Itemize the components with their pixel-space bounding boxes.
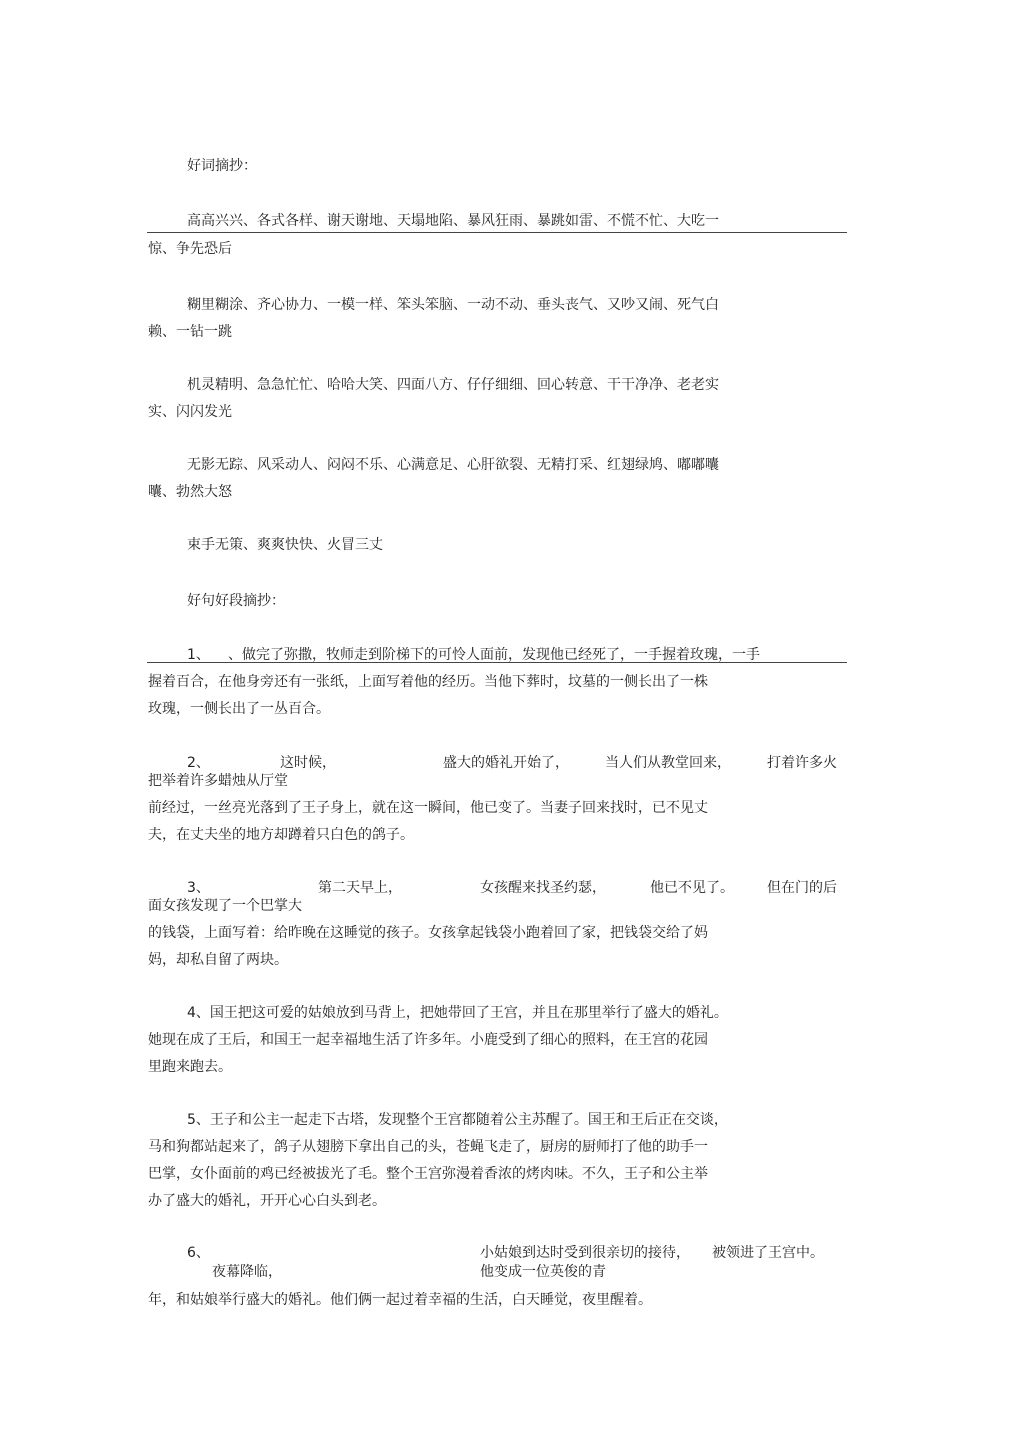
underline-rule <box>147 662 847 663</box>
paragraph-2-line-3: 夫，在丈夫坐的地方却蹲着只白色的鸽子。 <box>148 827 414 843</box>
word-group-3-line-2: 实、闪闪发光 <box>148 404 232 420</box>
paragraph-3-number: 3、 <box>187 880 210 896</box>
word-group-4-line-2: 囔、勃然大怒 <box>148 484 232 500</box>
word-group-1-line-1: 高高兴兴、各式各样、谢天谢地、天塌地陷、暴风狂雨、暴跳如雷、不慌不忙、大吃一 <box>187 213 719 229</box>
paragraph-3-fragment-e: 面女孩发现了一个巴掌大 <box>148 898 302 914</box>
paragraph-6-fragment-d: 他变成一位英俊的青 <box>480 1264 606 1280</box>
paragraph-2-fragment-d: 打着许多火 <box>767 755 837 771</box>
paragraph-3-fragment-b: 女孩醒来找圣约瑟， <box>480 880 606 896</box>
paragraph-2-fragment-e: 把举着许多蜡烛从厅堂 <box>148 773 288 789</box>
paragraph-1-number: 1、 <box>187 647 210 663</box>
paragraph-3-line-2: 的钱袋，上面写着：给昨晚在这睡觉的孩子。女孩拿起钱袋小跑着回了家，把钱袋交给了妈 <box>148 925 708 941</box>
underline-rule <box>147 232 847 233</box>
paragraph-3-fragment-a: 第二天早上， <box>318 880 402 896</box>
paragraph-2-fragment-b: 盛大的婚礼开始了， <box>443 755 569 771</box>
paragraph-1-line-1: 、做完了弥撒，牧师走到阶梯下的可怜人面前，发现他已经死了，一手握着玫瑰，一手 <box>228 647 760 663</box>
words-heading: 好词摘抄： <box>187 158 257 174</box>
sentences-heading: 好句好段摘抄： <box>187 593 285 609</box>
paragraph-5-line-1: 5、王子和公主一起走下古塔，发现整个王宫都随着公主苏醒了。国王和王后正在交谈， <box>187 1112 728 1128</box>
word-group-1-line-2: 惊、争先恐后 <box>148 241 232 257</box>
word-group-3-line-1: 机灵精明、急急忙忙、哈哈大笑、四面八方、仔仔细细、回心转意、干干净净、老老实 <box>187 377 719 393</box>
paragraph-6-fragment-a: 小姑娘到达时受到很亲切的接待， <box>480 1245 690 1261</box>
paragraph-6-fragment-b: 被领进了王宫中。 <box>712 1245 824 1261</box>
paragraph-4-line-3: 里跑来跑去。 <box>148 1059 232 1075</box>
paragraph-2-fragment-c: 当人们从教堂回来， <box>605 755 731 771</box>
word-group-2-line-2: 赖、一钻一跳 <box>148 324 232 340</box>
paragraph-1-line-3: 玫瑰，一侧长出了一丛百合。 <box>148 701 330 717</box>
paragraph-6-line-2: 年，和姑娘举行盛大的婚礼。他们俩一起过着幸福的生活，白天睡觉，夜里醒着。 <box>148 1292 652 1308</box>
paragraph-2-line-2: 前经过，一丝亮光落到了王子身上，就在这一瞬间，他已变了。当妻子回来找时，已不见丈 <box>148 800 708 816</box>
word-group-4-line-1: 无影无踪、风采动人、闷闷不乐、心满意足、心肝欲裂、无精打采、红翅绿鸠、嘟嘟囔 <box>187 457 719 473</box>
paragraph-4-line-1: 4、国王把这可爱的姑娘放到马背上，把她带回了王宫，并且在那里举行了盛大的婚礼。 <box>187 1005 728 1021</box>
word-group-2-line-1: 糊里糊涂、齐心协力、一模一样、笨头笨脑、一动不动、垂头丧气、又吵又闹、死气白 <box>187 297 719 313</box>
paragraph-3-fragment-c: 他已不见了。 <box>650 880 734 896</box>
word-group-5-line-1: 束手无策、爽爽快快、火冒三丈 <box>187 537 383 553</box>
paragraph-5-line-2: 马和狗都站起来了，鸽子从翅膀下拿出自己的头，苍蝇飞走了，厨房的厨师打了他的助手一 <box>148 1139 708 1155</box>
paragraph-5-line-4: 办了盛大的婚礼，开开心心白头到老。 <box>148 1193 386 1209</box>
paragraph-5-line-3: 巴掌，女仆面前的鸡已经被拔光了毛。整个王宫弥漫着香浓的烤肉味。不久，王子和公主举 <box>148 1166 708 1182</box>
paragraph-6-fragment-c: 夜幕降临， <box>212 1264 282 1280</box>
paragraph-4-line-2: 她现在成了王后，和国王一起幸福地生活了许多年。小鹿受到了细心的照料，在王宫的花园 <box>148 1032 708 1048</box>
paragraph-3-fragment-d: 但在门的后 <box>767 880 837 896</box>
paragraph-1-line-2: 握着百合，在他身旁还有一张纸，上面写着他的经历。当他下葬时，坟墓的一侧长出了一株 <box>148 674 708 690</box>
paragraph-2-number: 2、 <box>187 755 210 771</box>
paragraph-6-number: 6、 <box>187 1245 210 1261</box>
paragraph-3-line-3: 妈，却私自留了两块。 <box>148 952 288 968</box>
paragraph-2-fragment-a: 这时候， <box>280 755 336 771</box>
